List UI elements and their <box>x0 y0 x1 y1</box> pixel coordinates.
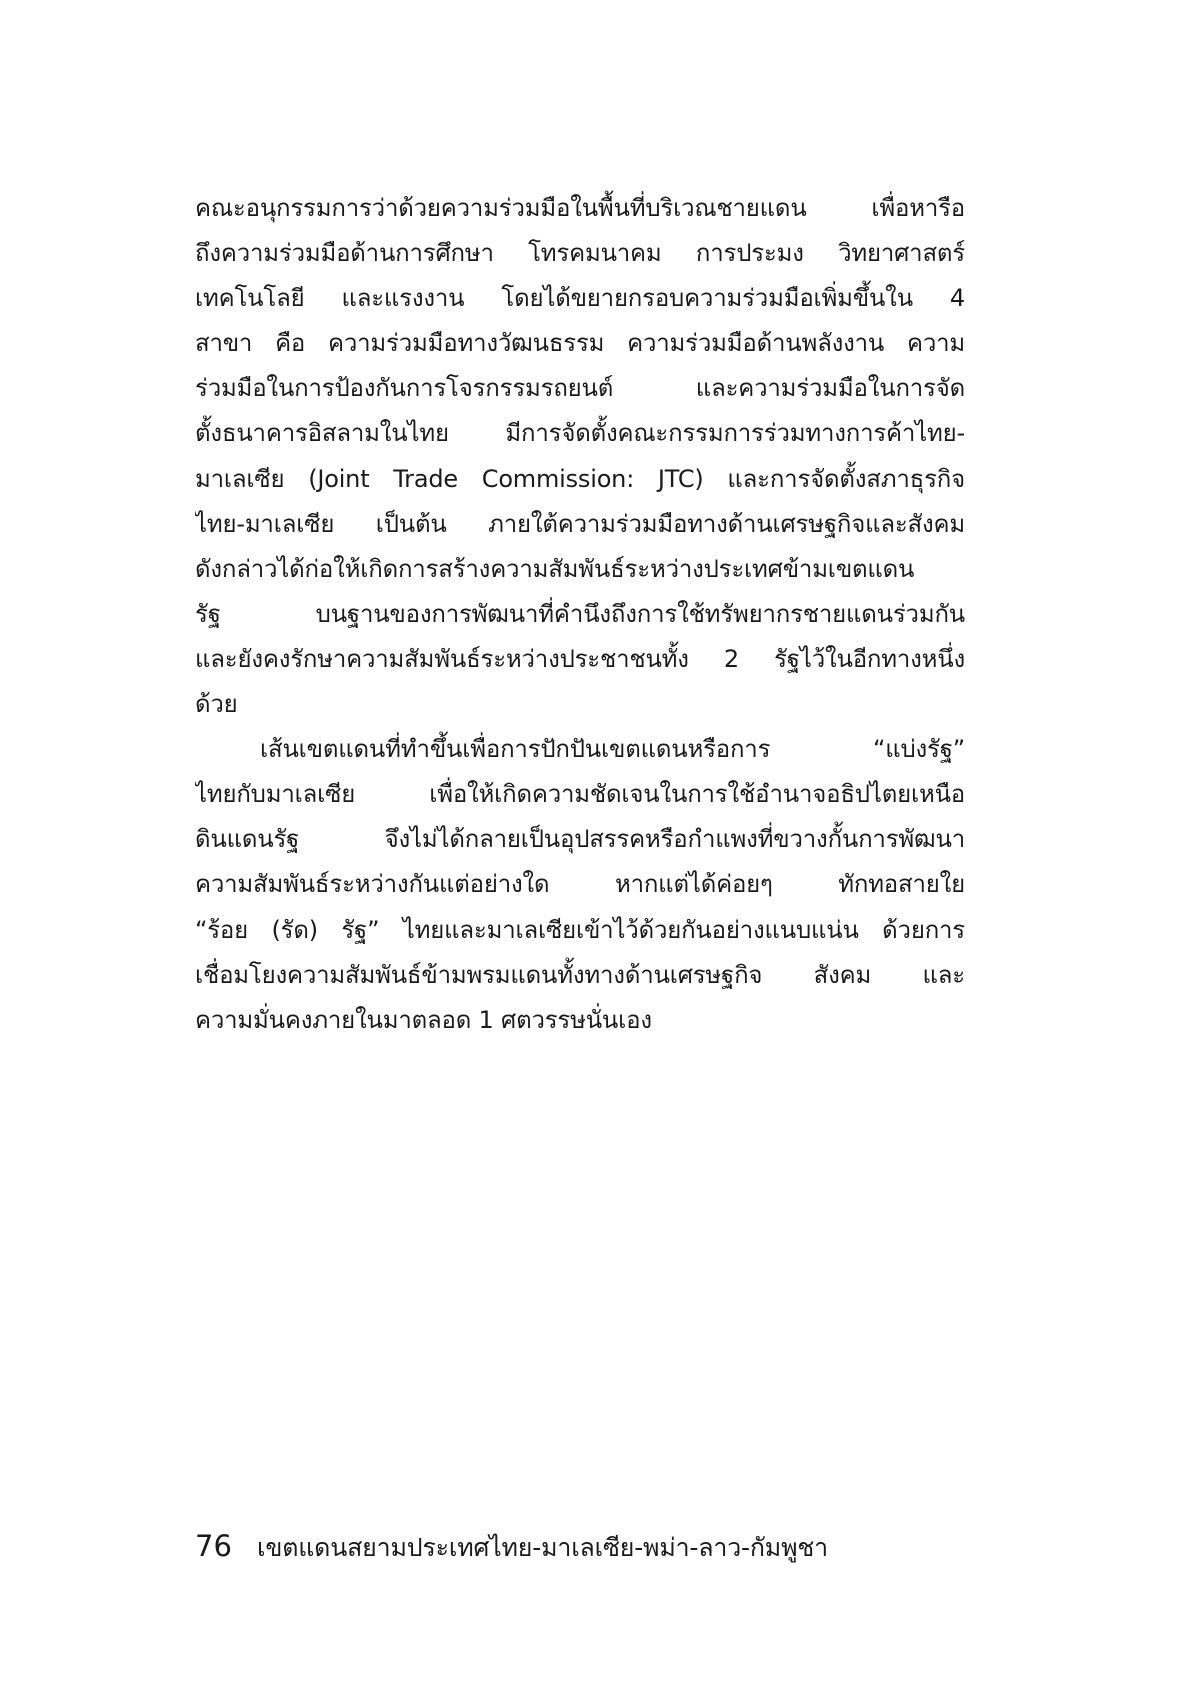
text-line: มาเลเซีย (Joint Trade Commission: JTC) และการจัดตั้งสภาธุรกิจ <box>195 464 965 493</box>
text-line: สาขา คือ ความร่วมมือทางวัฒนธรรม ความร่วมมือด้านพลังงาน ความ <box>195 329 965 358</box>
text-line: ตั้งธนาคารอิสลามในไทย มีการจัดตั้งคณะกรรมการร่วมทางการค้าไทย- <box>195 419 965 448</box>
text-line: รัฐ บนฐานของการพัฒนาที่คำนึงถึงการใช้ทรัพยากรชายแดนร่วมกัน <box>195 599 965 628</box>
paragraph-2 <box>195 727 965 1043</box>
page-number: 76 <box>195 1529 232 1563</box>
text-line: ดังกล่าวได้ก่อให้เกิดการสร้างความสัมพันธ์ระหว่างประเทศข้ามเขตแดน <box>195 554 915 583</box>
text-line: เส้นเขตแดนที่ทำขึ้นเพื่อการปักปันเขตแดนหรือการ “แบ่งรัฐ” <box>260 735 965 764</box>
text-line: และยังคงรักษาความสัมพันธ์ระหว่างประชาชนทั้ง 2 รัฐไว้ในอีกทางหนึ่ง <box>195 644 965 673</box>
text-line: ด้วย <box>195 690 238 719</box>
page-footer <box>195 1526 828 1566</box>
text-line: เทคโนโลยี และแรงงาน โดยได้ขยายกรอบความร่วมมือเพิ่มขึ้นใน 4 <box>195 284 965 313</box>
text-line: เชื่อมโยงความสัมพันธ์ข้ามพรมแดนทั้งทางด้านเศรษฐกิจ สังคม และ <box>195 960 965 989</box>
body-text <box>195 186 965 1043</box>
text-line: ไทย-มาเลเซีย เป็นต้น ภายใต้ความร่วมมือทางด้านเศรษฐกิจและสังคม <box>195 509 965 538</box>
text-line: ร่วมมือในการป้องกันการโจรกรรมรถยนต์ และความร่วมมือในการจัด <box>195 374 965 403</box>
text-line: ไทยกับมาเลเซีย เพื่อให้เกิดความชัดเจนในการใช้อำนาจอธิปไตยเหนือ <box>195 780 965 809</box>
running-title: เขตแดนสยามประเทศไทย-มาเลเซีย-พม่า-ลาว-กัมพูชา <box>257 1533 828 1562</box>
text-line: ดินแดนรัฐ จึงไม่ได้กลายเป็นอุปสรรคหรือกำแพงที่ขวางกั้นการพัฒนา <box>195 825 965 854</box>
paragraph-1 <box>195 186 965 727</box>
text-line: “ร้อย (รัด) รัฐ” ไทยและมาเลเซียเข้าไว้ด้วยกันอย่างแนบแน่น ด้วยการ <box>195 915 965 944</box>
text-line: ความมั่นคงภายในมาตลอด 1 ศตวรรษนั่นเอง <box>195 1005 652 1034</box>
text-line: คณะอนุกรรมการว่าด้วยความร่วมมือในพื้นที่บริเวณชายแดน เพื่อหารือ <box>195 194 965 222</box>
text-line: ถึงความร่วมมือด้านการศึกษา โทรคมนาคม การประมง วิทยาศาสตร์ <box>195 239 965 268</box>
text-line: ความสัมพันธ์ระหว่างกันแต่อย่างใด หากแต่ได้ค่อยๆ ทักทอสายใย <box>195 870 965 899</box>
